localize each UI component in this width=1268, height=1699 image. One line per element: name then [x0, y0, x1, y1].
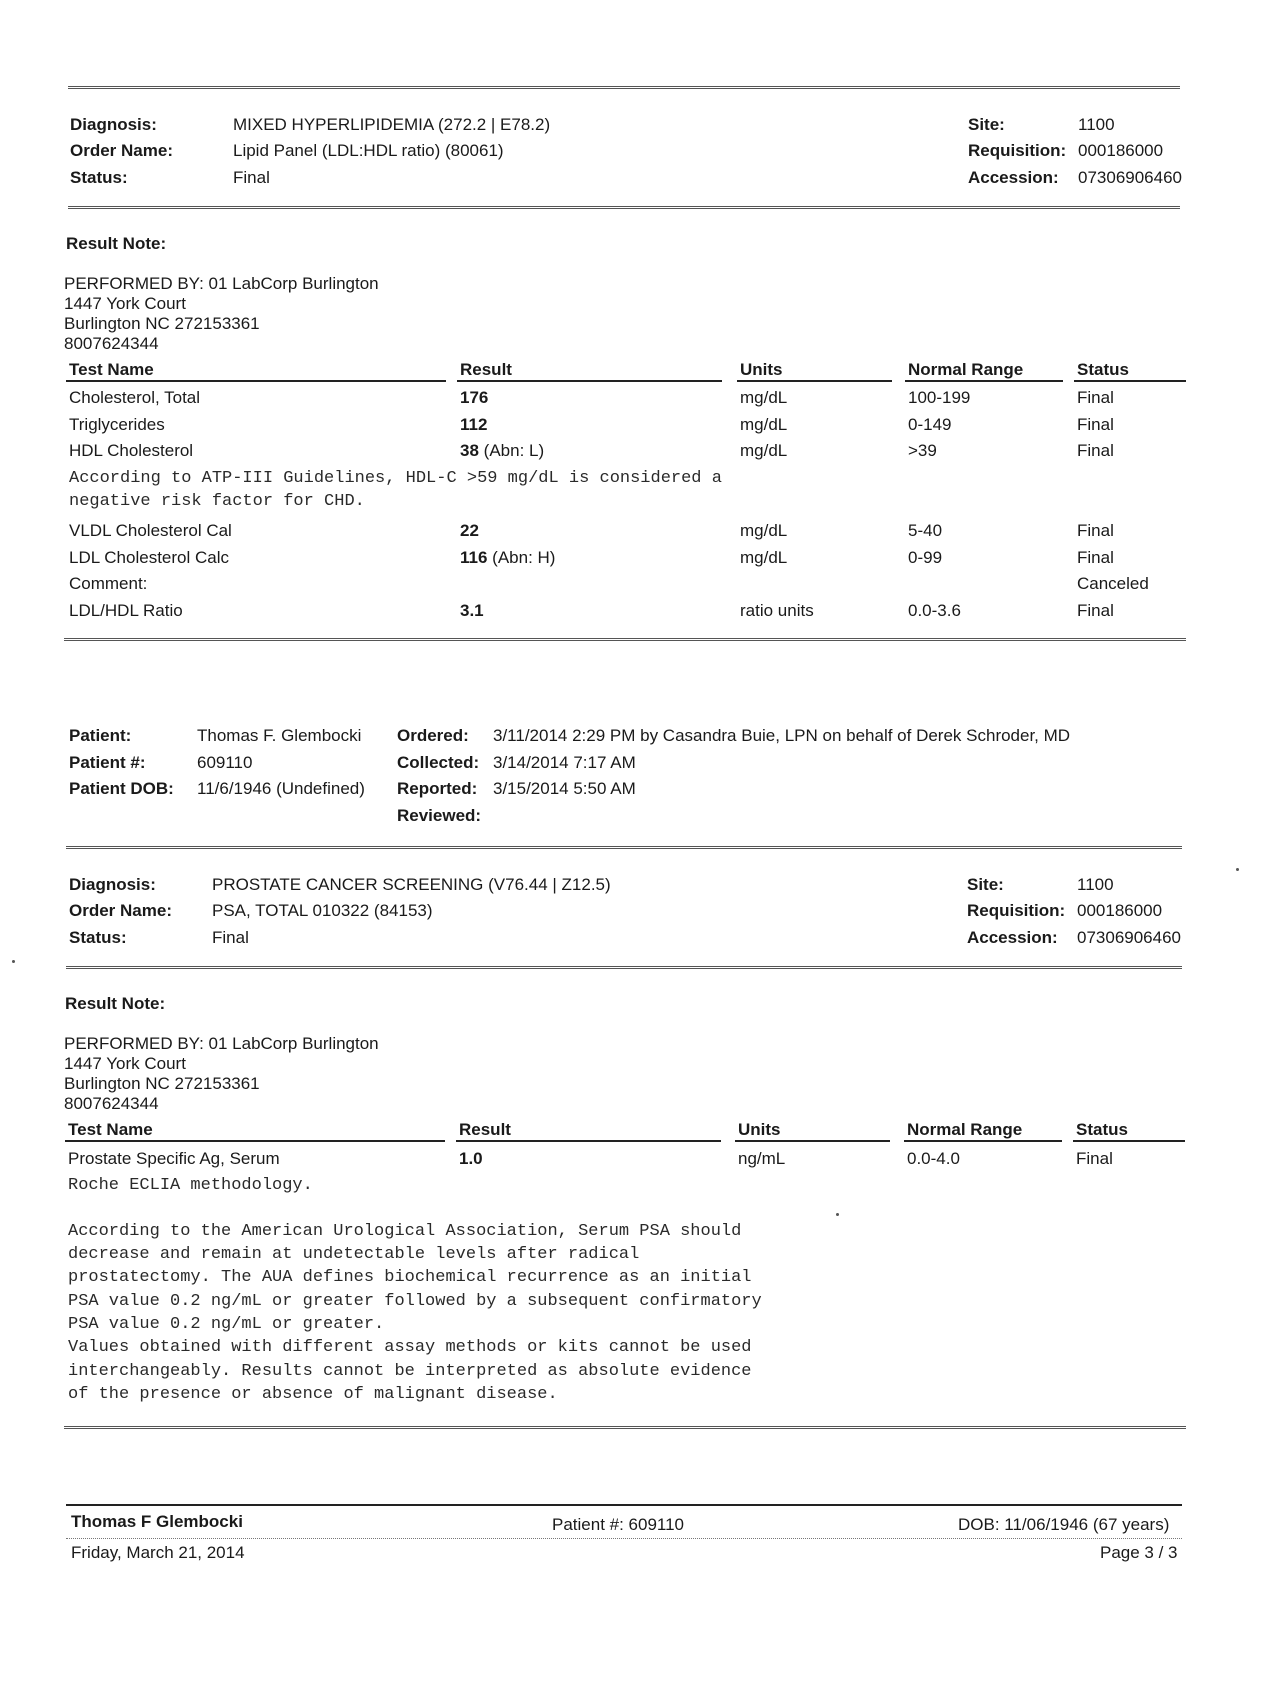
units: ratio units	[740, 601, 814, 620]
aua-note-line: Values obtained with different assay methods or kits cannot be used	[68, 1338, 752, 1357]
collected-value: 3/14/2014 7:17 AM	[493, 753, 636, 772]
site-value: 1100	[1077, 875, 1114, 894]
header-underline	[737, 380, 892, 382]
order-name-value: PSA, TOTAL 010322 (84153)	[212, 901, 433, 920]
col-header-units: Units	[740, 360, 783, 379]
aua-note-line: decrease and remain at undetectable levels after radical	[68, 1245, 640, 1264]
result-value: 22	[460, 521, 479, 540]
units: mg/dL	[740, 521, 788, 540]
aua-note-line: of the presence or absence of malignant disease.	[68, 1385, 558, 1404]
units: mg/dL	[740, 548, 788, 567]
col-header-status: Status	[1076, 1120, 1128, 1139]
method-note: Roche ECLIA methodology.	[68, 1176, 313, 1195]
result-status: Final	[1076, 1149, 1113, 1168]
normal-range: 0.0-3.6	[908, 601, 961, 620]
result-value: 38	[460, 441, 479, 460]
hdl-note-line: According to ATP-III Guidelines, HDL-C >59 mg/dL is considered a	[69, 469, 722, 488]
result-note-label: Result Note:	[66, 234, 167, 253]
status-value: Final	[212, 928, 249, 947]
header-underline	[1073, 1140, 1185, 1142]
patient-num-label: Patient #:	[69, 753, 146, 772]
divider	[68, 206, 1180, 212]
patient-label: Patient:	[69, 726, 132, 745]
result-value: 176	[460, 388, 489, 407]
site-value: 1100	[1078, 115, 1115, 134]
header-underline	[457, 380, 722, 382]
lab-address-line2: Burlington NC 272153361	[64, 314, 260, 333]
requisition-label: Requisition:	[967, 901, 1066, 920]
units: mg/dL	[740, 388, 788, 407]
result-note-label: Result Note:	[65, 994, 166, 1013]
header-underline	[1074, 380, 1186, 382]
footer-dotted-rule	[66, 1538, 1182, 1539]
requisition-value: 000186000	[1078, 141, 1164, 160]
divider	[64, 638, 1186, 644]
test-name: Comment:	[69, 574, 148, 593]
lab-phone: 8007624344	[64, 1094, 159, 1113]
header-underline	[65, 1140, 445, 1142]
test-name: HDL Cholesterol	[69, 441, 194, 460]
result-status: Final	[1077, 548, 1114, 567]
normal-range: 0-99	[908, 548, 943, 567]
normal-range: >39	[908, 441, 937, 460]
footer-rule	[66, 1504, 1182, 1506]
col-header-test: Test Name	[68, 1120, 153, 1139]
order-name-value: Lipid Panel (LDL:HDL ratio) (80061)	[233, 141, 504, 160]
test-name: Triglycerides	[69, 415, 165, 434]
scan-speck	[12, 960, 15, 963]
requisition-value: 000186000	[1077, 901, 1163, 920]
col-header-units: Units	[738, 1120, 781, 1139]
result-value: 116	[460, 548, 488, 567]
result-status: Final	[1077, 388, 1114, 407]
test-name: Cholesterol, Total	[69, 388, 201, 407]
normal-range: 5-40	[908, 521, 943, 540]
test-name: LDL Cholesterol Calc	[69, 548, 229, 567]
lab-address-line2: Burlington NC 272153361	[64, 1074, 260, 1093]
abnormal-flag: (Abn: H)	[492, 548, 556, 567]
accession-label: Accession:	[968, 168, 1059, 187]
col-header-range: Normal Range	[908, 360, 1024, 379]
test-name: VLDL Cholesterol Cal	[69, 521, 232, 540]
order-name-label: Order Name:	[69, 901, 172, 920]
hdl-note-line: negative risk factor for CHD.	[69, 492, 365, 511]
status-label: Status:	[70, 168, 128, 187]
diagnosis-value: PROSTATE CANCER SCREENING (V76.44 | Z12.5)	[212, 875, 611, 894]
normal-range: 0.0-4.0	[907, 1149, 960, 1168]
header-underline	[904, 1140, 1062, 1142]
footer-dob: DOB: 11/06/1946 (67 years)	[958, 1515, 1170, 1534]
reviewed-label: Reviewed:	[397, 806, 482, 825]
status-value: Final	[233, 168, 270, 187]
result-status: Canceled	[1077, 574, 1149, 593]
aua-note-line: interchangeably. Results cannot be interpreted as absolute evidence	[68, 1362, 752, 1381]
aua-note-line: PSA value 0.2 ng/mL or greater followed by a subsequent confirmatory	[68, 1292, 762, 1311]
normal-range: 100-199	[908, 388, 971, 407]
divider	[64, 1426, 1186, 1432]
site-label: Site:	[967, 875, 1004, 894]
test-name: LDL/HDL Ratio	[69, 601, 183, 620]
accession-value: 07306906460	[1077, 928, 1182, 947]
performed-by: PERFORMED BY: 01 LabCorp Burlington	[64, 274, 379, 293]
lab-address-line1: 1447 York Court	[64, 1054, 186, 1073]
page-number: Page 3 / 3	[1100, 1543, 1178, 1562]
diagnosis-label: Diagnosis:	[70, 115, 157, 134]
aua-note-line: According to the American Urological Association, Serum PSA should	[68, 1222, 742, 1241]
units: mg/dL	[740, 415, 788, 434]
requisition-label: Requisition:	[968, 141, 1067, 160]
diagnosis-label: Diagnosis:	[69, 875, 156, 894]
diagnosis-value: MIXED HYPERLIPIDEMIA (272.2 | E78.2)	[233, 115, 551, 134]
order-name-label: Order Name:	[70, 141, 173, 160]
abnormal-flag: (Abn: L)	[483, 441, 545, 460]
site-label: Site:	[968, 115, 1005, 134]
normal-range: 0-149	[908, 415, 952, 434]
result-status: Final	[1077, 441, 1114, 460]
scan-speck	[1236, 868, 1239, 871]
result-status: Final	[1077, 521, 1114, 540]
footer-patient-name: Thomas F Glembocki	[71, 1512, 243, 1531]
col-header-result: Result	[460, 360, 512, 379]
col-header-range: Normal Range	[907, 1120, 1023, 1139]
result-cell	[460, 441, 544, 461]
patient-dob: 11/6/1946 (Undefined)	[197, 779, 365, 798]
units: mg/dL	[740, 441, 788, 460]
ordered-value: 3/11/2014 2:29 PM by Casandra Buie, LPN on behalf of Derek Schroder, MD	[493, 726, 1071, 745]
accession-value: 07306906460	[1078, 168, 1183, 187]
divider	[68, 86, 1180, 92]
result-status: Final	[1077, 415, 1114, 434]
lab-address-line1: 1447 York Court	[64, 294, 186, 313]
test-name: Prostate Specific Ag, Serum	[68, 1149, 280, 1168]
result-value: 3.1	[460, 601, 484, 620]
header-underline	[735, 1140, 890, 1142]
scan-speck	[836, 1213, 839, 1216]
col-header-status: Status	[1077, 360, 1129, 379]
collected-label: Collected:	[397, 753, 480, 772]
units: ng/mL	[738, 1149, 786, 1168]
aua-note-line: prostatectomy. The AUA defines biochemical recurrence as an initial	[68, 1268, 752, 1287]
result-value: 112	[460, 415, 488, 434]
accession-label: Accession:	[967, 928, 1058, 947]
status-label: Status:	[69, 928, 127, 947]
aua-note-line: PSA value 0.2 ng/mL or greater.	[68, 1315, 385, 1334]
col-header-test: Test Name	[69, 360, 154, 379]
footer-patient-num: Patient #: 609110	[552, 1515, 685, 1534]
reported-value: 3/15/2014 5:50 AM	[493, 779, 636, 798]
performed-by: PERFORMED BY: 01 LabCorp Burlington	[64, 1034, 379, 1053]
reported-label: Reported:	[397, 779, 478, 798]
header-underline	[66, 380, 446, 382]
divider	[66, 966, 1182, 972]
header-underline	[456, 1140, 721, 1142]
patient-name: Thomas F. Glembocki	[197, 726, 362, 745]
result-value: 1.0	[459, 1149, 483, 1168]
result-status: Final	[1077, 601, 1114, 620]
divider	[66, 846, 1182, 852]
lab-phone: 8007624344	[64, 334, 159, 353]
patient-num: 609110	[197, 753, 253, 772]
header-underline	[905, 380, 1063, 382]
ordered-label: Ordered:	[397, 726, 469, 745]
footer-date: Friday, March 21, 2014	[71, 1543, 245, 1562]
result-cell	[460, 548, 555, 568]
patient-dob-label: Patient DOB:	[69, 779, 174, 798]
col-header-result: Result	[459, 1120, 511, 1139]
